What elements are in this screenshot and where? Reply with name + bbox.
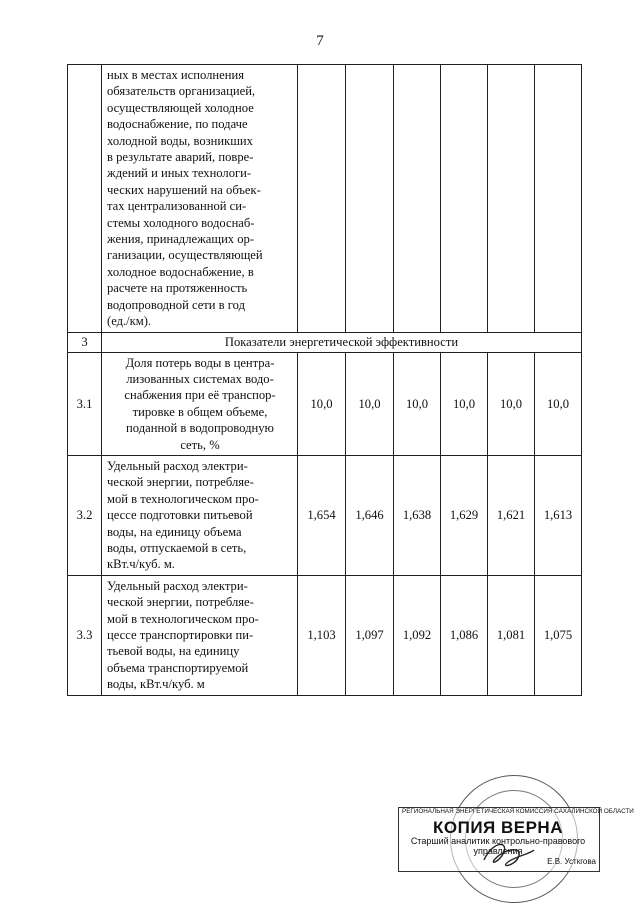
value-cell: 10,0 xyxy=(441,352,488,455)
value-cell: 1,103 xyxy=(298,575,346,695)
value-cell: 1,638 xyxy=(394,455,441,575)
section-header-row xyxy=(68,332,582,352)
row-number: 3.1 xyxy=(68,352,102,455)
table-row xyxy=(68,455,582,575)
table-row xyxy=(68,575,582,695)
value-cell: 10,0 xyxy=(346,352,394,455)
row-number: 3.3 xyxy=(68,575,102,695)
page-number: 7 xyxy=(316,33,324,49)
value-cell: 1,097 xyxy=(346,575,394,695)
value-cell xyxy=(346,65,394,333)
value-cell: 10,0 xyxy=(394,352,441,455)
row-description: Удельный расход электри- ческой энергии, потребляе- мой в технологическом про- цессе транспортировки пи- тьевой воды, на единицу объема транспортируемой воды, кВт.ч/куб. м xyxy=(102,575,298,695)
handwritten-signature xyxy=(478,838,538,872)
section-title: Показатели энергетической эффективности xyxy=(102,332,582,352)
stamp-copy-label: КОПИЯ ВЕРНА xyxy=(433,818,563,837)
value-cell: 1,092 xyxy=(394,575,441,695)
table-row xyxy=(68,352,582,455)
row-number-empty xyxy=(68,65,102,333)
value-cell: 1,621 xyxy=(488,455,535,575)
row-description: Доля потерь воды в центра- лизованных системах водо- снабжения при её транспор- тировке в общем объеме, поданной в водопроводную сеть, % xyxy=(102,352,298,455)
value-cell: 1,075 xyxy=(535,575,582,695)
value-cell xyxy=(535,65,582,333)
value-cell: 10,0 xyxy=(488,352,535,455)
value-cell: 1,629 xyxy=(441,455,488,575)
section-number: 3 xyxy=(68,332,102,352)
value-cell xyxy=(394,65,441,333)
value-cell: 1,654 xyxy=(298,455,346,575)
stamp-position: Старший аналитик контрольно-правового управления xyxy=(410,836,586,856)
value-cell: 10,0 xyxy=(535,352,582,455)
row-description: Удельный расход электри- ческой энергии, потребляе- мой в технологическом про- цессе подготовки питьевой воды, на единицу объема воды, отпускаемой в сеть, кВт.ч/куб. м. xyxy=(102,455,298,575)
value-cell: 1,646 xyxy=(346,455,394,575)
row-description: ных в местах исполнения обязательств организацией, осуществляющей холодное водоснабжение, по подаче холодной воды, возникших в результате аварий, повре- ждений и иных технологи- ческих нарушений на объек- тах централизованной си- стемы холодного водоснаб- жения, принадлежащих ор- ганизации, осуществляющей холодное водоснабжение, в расчете на протяженность водопроводной сети в год (ед./км). xyxy=(102,65,298,333)
value-cell xyxy=(441,65,488,333)
value-cell xyxy=(488,65,535,333)
indicators-table xyxy=(67,64,582,696)
stamp-organization: РЕГИОНАЛЬНАЯ ЭНЕРГЕТИЧЕСКАЯ КОМИССИЯ САХАЛИНСКОЙ ОБЛАСТИ xyxy=(402,808,634,815)
stamp-name: Е.В. Усткгова xyxy=(547,857,596,866)
row-number: 3.2 xyxy=(68,455,102,575)
value-cell xyxy=(298,65,346,333)
value-cell: 1,086 xyxy=(441,575,488,695)
value-cell: 1,613 xyxy=(535,455,582,575)
value-cell: 1,081 xyxy=(488,575,535,695)
value-cell: 10,0 xyxy=(298,352,346,455)
table-row-continued xyxy=(68,65,582,333)
